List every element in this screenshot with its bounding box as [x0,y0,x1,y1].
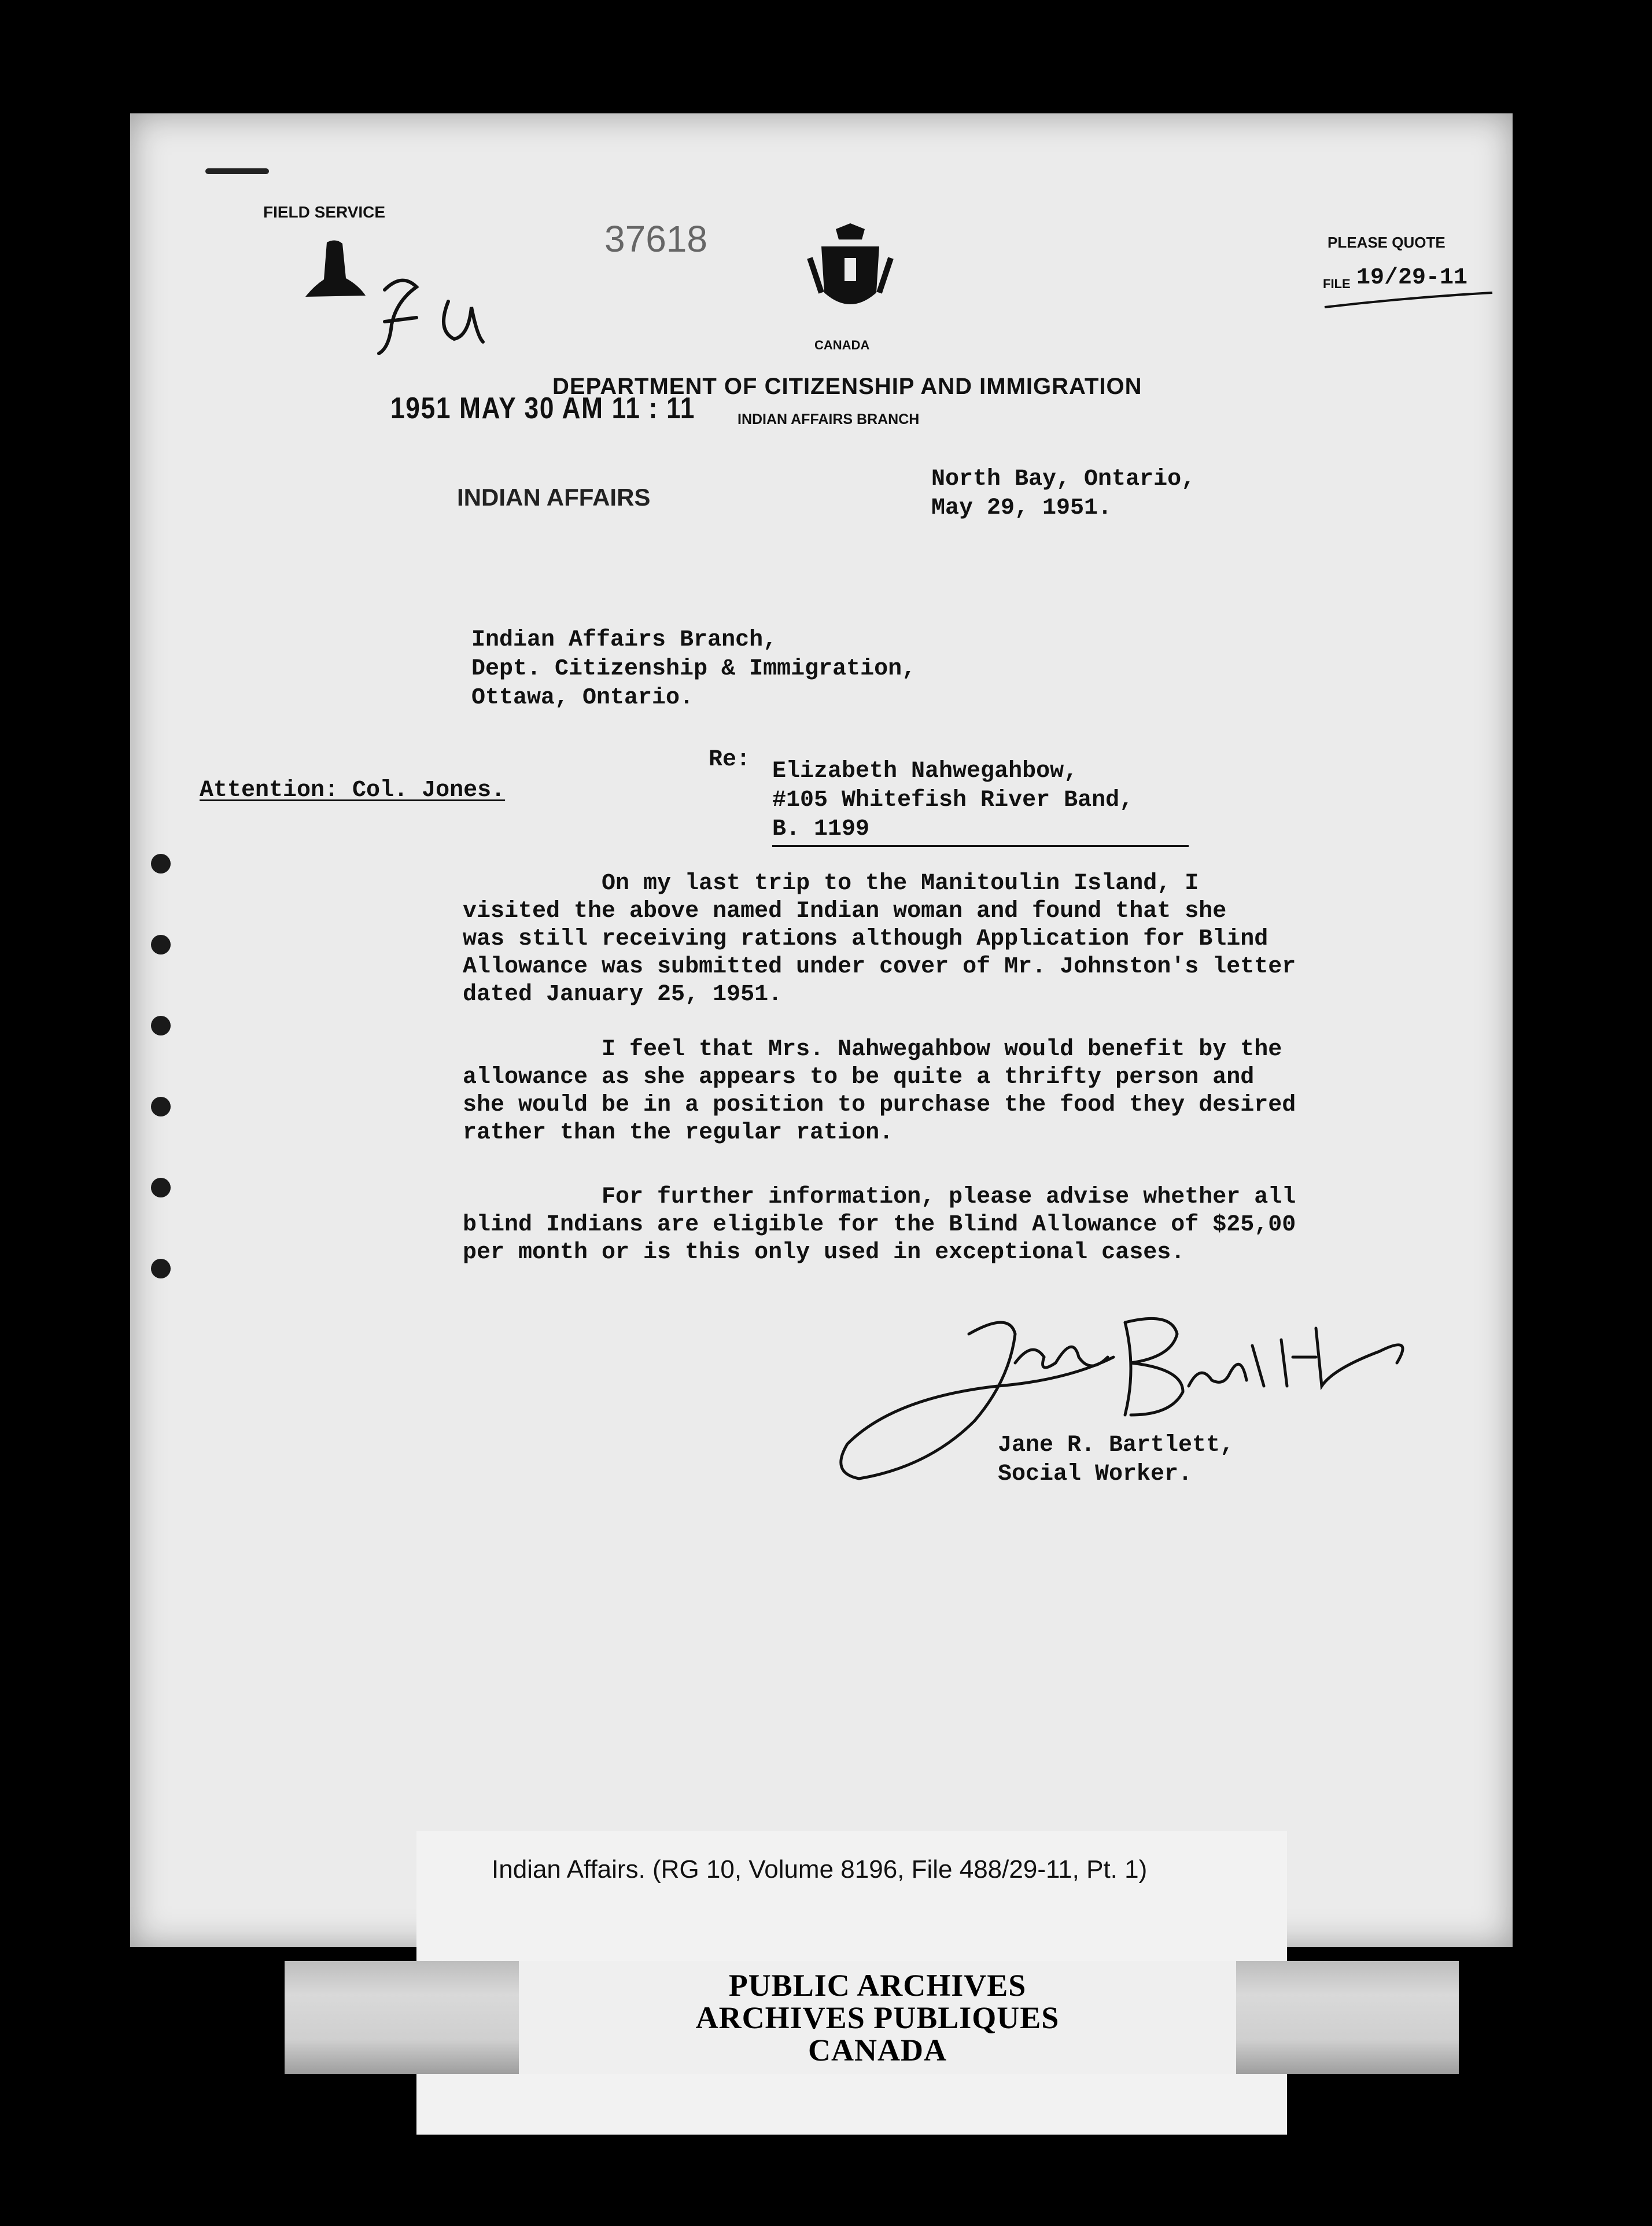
file-underline [1322,287,1495,316]
indian-affairs-stamp: INDIAN AFFAIRS [457,484,651,511]
re-label: Re: [709,747,751,773]
punch-hole [151,1259,171,1278]
punch-hole [151,1178,171,1197]
department-heading: DEPARTMENT OF CITIZENSHIP AND IMMIGRATION [552,374,1142,399]
re-underline [772,845,1189,847]
signature-title: Social Worker. [998,1461,1193,1487]
registry-number: 37618 [604,218,707,260]
file-prefix: FILE [1323,277,1351,291]
received-date-stamp: 1951 MAY 30 AM 11 : 11 [390,392,696,425]
handwritten-initials [362,267,512,365]
letter-sheet [130,113,1513,1947]
re-line: Elizabeth Nahwegahbow, [772,758,1078,784]
recipient-line: Indian Affairs Branch, [471,627,777,653]
archive-stamp-band [285,1961,1459,2074]
punch-hole [151,1016,171,1035]
body-paragraph: On my last trip to the Manitoulin Island, I visited the above named Indian woman and found that she was still receiving rations although Application for Blind Allowance was submitted under cover of Mr. Johnston's letter dated January 25, 1951. [463,871,1296,1008]
attention-line: Attention: Col. Jones. [200,777,506,804]
bell-icon [301,238,370,301]
archive-reference: Indian Affairs. (RG 10, Volume 8196, File 488/29-11, Pt. 1) [492,1855,1148,1884]
archive-stamp-line: ARCHIVES PUBLIQUES [695,2000,1060,2035]
letter-place: North Bay, Ontario, [931,466,1196,492]
re-line: #105 Whitefish River Band, [772,787,1134,813]
body-paragraph: I feel that Mrs. Nahwegahbow would benefit by the allowance as she appears to be quite a thrifty person and she would be in a position to purchase the food they desired rather than the regular ration. [463,1037,1296,1146]
recipient-line: Ottawa, Ontario. [471,685,694,711]
archive-stamp-line: PUBLIC ARCHIVES [728,1967,1027,2003]
coat-of-arms-icon [804,223,897,327]
signature-name: Jane R. Bartlett, [998,1432,1234,1458]
crest-label: CANADA [814,338,870,352]
archive-stamp [519,1961,1236,2074]
re-line: B. 1199 [772,816,870,842]
please-quote-label: PLEASE QUOTE [1328,234,1446,251]
punch-hole [151,854,171,874]
recipient-line: Dept. Citizenship & Immigration, [471,656,916,682]
archive-stamp-line: CANADA [808,2032,947,2067]
ink-smudge [205,168,269,174]
file-number: 19/29-11 [1356,265,1468,291]
field-service-label: FIELD SERVICE [263,203,386,221]
letter-date: May 29, 1951. [931,495,1112,521]
punch-hole [151,1097,171,1116]
body-paragraph: For further information, please advise whether all blind Indians are eligible for the Blind Allowance of $25,00 per month or is this only used in exceptional cases. [463,1184,1296,1266]
branch-heading: INDIAN AFFAIRS BRANCH [738,411,920,427]
punch-hole [151,935,171,954]
